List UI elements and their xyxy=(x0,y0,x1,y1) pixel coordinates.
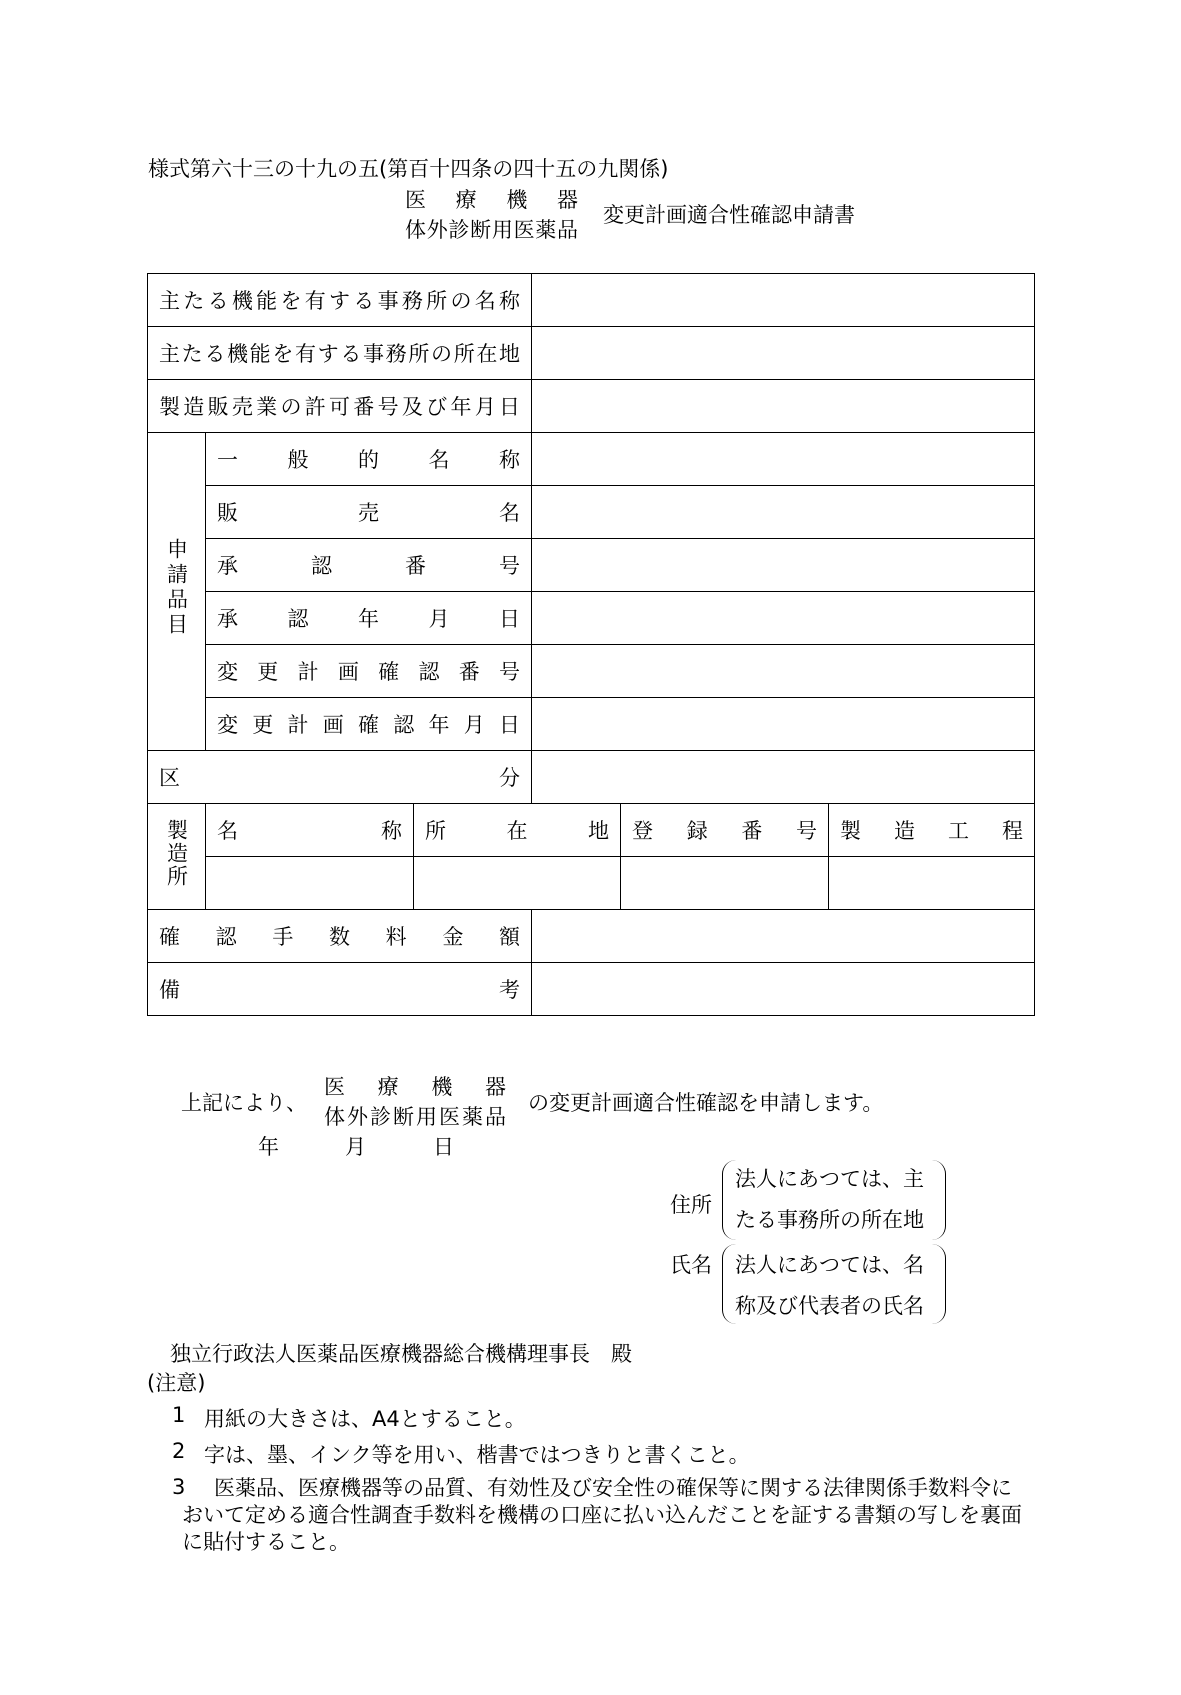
table-row xyxy=(148,751,1035,804)
table-row xyxy=(148,327,1035,380)
brand-name-field[interactable] xyxy=(532,486,1035,539)
change-plan-number-field[interactable] xyxy=(532,645,1035,698)
generic-name-label: 一般的名称 xyxy=(206,433,532,486)
date-year: 年 xyxy=(258,1135,279,1159)
brand-name-label: 販売名 xyxy=(206,486,532,539)
address-note-line-1: 法人にあつては、主 xyxy=(735,1167,924,1191)
site-process-header: 製造工程 xyxy=(829,804,1035,857)
name-label: 氏名 xyxy=(670,1253,712,1277)
category-field[interactable] xyxy=(532,751,1035,804)
fee-label: 確認手数料金額 xyxy=(148,910,532,963)
title-option-medical-device: 医療機器 xyxy=(405,188,578,212)
approval-date-label: 承認年月日 xyxy=(206,592,532,645)
site-registration-header: 登録番号 xyxy=(621,804,829,857)
address-note-line-2: たる事務所の所在地 xyxy=(735,1208,924,1232)
change-plan-date-label: 変更計画確認年月日 xyxy=(206,698,532,751)
declaration-option-medical-device: 医療機器 xyxy=(324,1075,506,1099)
form-number: 様式第六十三の十九の五(第百十四条の四十五の九関係) xyxy=(148,157,669,181)
license-label: 製造販売業の許可番号及び年月日 xyxy=(148,380,532,433)
date-day: 日 xyxy=(433,1135,454,1159)
table-row xyxy=(148,963,1035,1016)
approval-number-field[interactable] xyxy=(532,539,1035,592)
manufacturing-site-group-label: 製造所 xyxy=(148,804,206,910)
note-text: 医薬品、医療機器等の品質、有効性及び安全性の確保等に関する法律関係手数料令において定める適合性調査手数料を機構の口座に払い込んだことを証する書類の写しを裏面に貼付すること。 xyxy=(182,1476,1022,1554)
note-number: 1 xyxy=(172,1403,186,1427)
office-name-label: 主たる機能を有する事務所の名称 xyxy=(148,274,532,327)
site-registration-field[interactable] xyxy=(621,857,829,910)
table-row xyxy=(148,645,1035,698)
notes-heading: (注意) xyxy=(147,1371,206,1395)
table-row xyxy=(148,380,1035,433)
table-row xyxy=(148,698,1035,751)
remarks-field[interactable] xyxy=(532,963,1035,1016)
site-name-header: 名称 xyxy=(206,804,414,857)
table-row xyxy=(148,910,1035,963)
site-process-field[interactable] xyxy=(829,857,1035,910)
note-number: 2 xyxy=(172,1439,186,1463)
site-location-header: 所在地 xyxy=(414,804,621,857)
approval-date-field[interactable] xyxy=(532,592,1035,645)
office-location-label: 主たる機能を有する事務所の所在地 xyxy=(148,327,532,380)
application-table xyxy=(147,273,1035,1016)
office-name-field[interactable] xyxy=(532,274,1035,327)
approval-number-label: 承認番号 xyxy=(206,539,532,592)
note-text: 字は、墨、インク等を用い、楷書ではつきりと書くこと。 xyxy=(204,1443,750,1467)
document-title: 変更計画適合性確認申請書 xyxy=(603,203,855,227)
title-option-ivd: 体外診断用医薬品 xyxy=(405,218,578,242)
note-text: 用紙の大きさは、A4とすること。 xyxy=(204,1407,526,1431)
declaration-option-ivd: 体外診断用医薬品 xyxy=(324,1105,506,1129)
table-row xyxy=(148,592,1035,645)
address-label: 住所 xyxy=(670,1193,712,1217)
note-number: 3 xyxy=(172,1475,186,1499)
applied-item-group-label: 申請品目 xyxy=(148,433,206,751)
office-location-field[interactable] xyxy=(532,327,1035,380)
fee-field[interactable] xyxy=(532,910,1035,963)
category-label: 区分 xyxy=(148,751,532,804)
generic-name-field[interactable] xyxy=(532,433,1035,486)
declaration-prefix: 上記により、 xyxy=(181,1091,307,1115)
table-row xyxy=(148,486,1035,539)
site-name-field[interactable] xyxy=(206,857,414,910)
addressee: 独立行政法人医薬品医療機器総合機構理事長 殿 xyxy=(170,1342,632,1366)
date-month: 月 xyxy=(345,1135,366,1159)
change-plan-date-field[interactable] xyxy=(532,698,1035,751)
site-location-field[interactable] xyxy=(414,857,621,910)
name-note-line-2: 称及び代表者の氏名 xyxy=(735,1294,924,1318)
table-row xyxy=(148,539,1035,592)
table-row xyxy=(148,274,1035,327)
name-note-line-1: 法人にあつては、名 xyxy=(735,1253,924,1277)
table-row xyxy=(148,433,1035,486)
license-field[interactable] xyxy=(532,380,1035,433)
table-row xyxy=(148,857,1035,910)
declaration-suffix: の変更計画適合性確認を申請します。 xyxy=(528,1091,884,1115)
change-plan-number-label: 変更計画確認番号 xyxy=(206,645,532,698)
remarks-label: 備考 xyxy=(148,963,532,1016)
table-row xyxy=(148,804,1035,857)
